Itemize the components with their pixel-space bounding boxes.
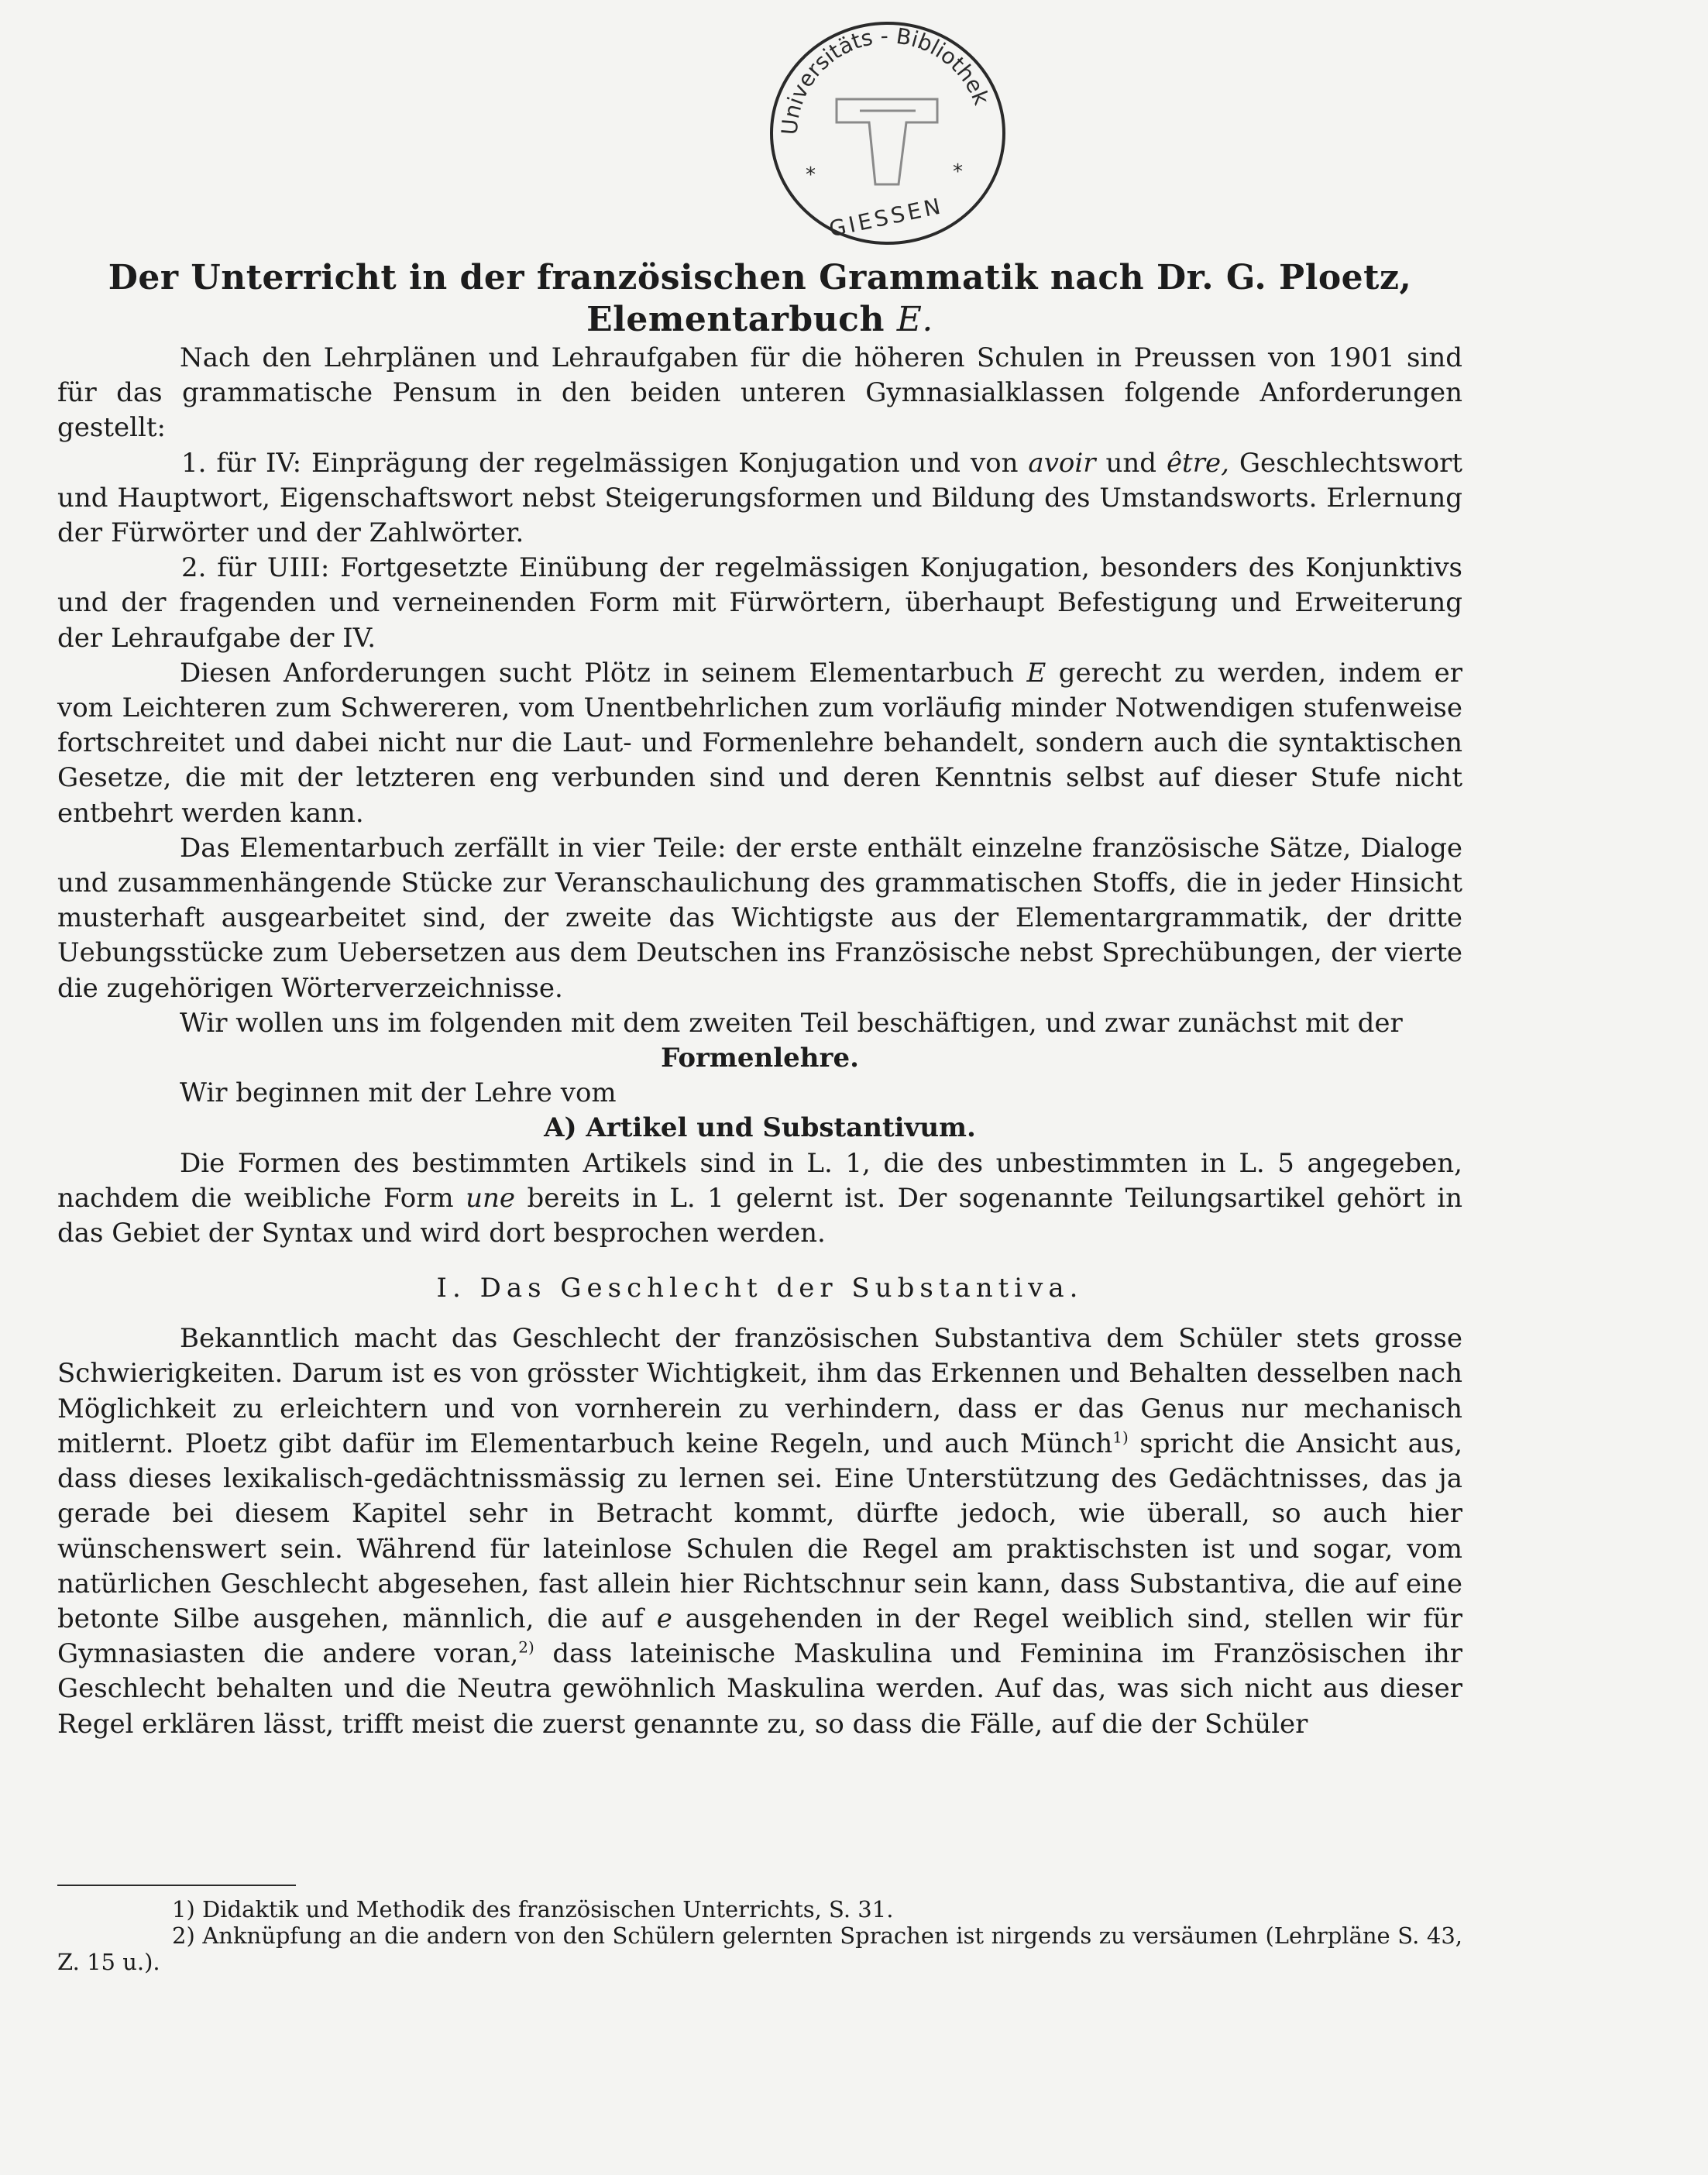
footnotes	[57, 1896, 1462, 1975]
footnote-ref-1: 1)	[1112, 1428, 1129, 1447]
main-text	[57, 257, 1462, 1742]
stamp-emblem-icon	[837, 99, 937, 184]
library-stamp-graphic	[744, 6, 1032, 248]
list-item-1: 1. für IV: Einprägung der regelmässigen Konjugation und von avoir und être, Geschlechtswort und Hauptwort, Eigenschaftswort nebst Steigerungsformen und Bildung des Umstandsworts. Erlernung der Fürwörter und der Zahlwörter.	[57, 447, 1463, 549]
paragraph-elementarbuch: Das Elementarbuch zerfällt in vier Teile: der erste enthält einzelne französische Sätze, Dialoge und zusammenhängende Stücke zur Veranschaulichung des grammatischen Stoffs, die in jeder Hinsicht musterhaft ausgearbeitet sind, der zweite das Wichtigste aus der Elementargrammatik, der dritte Uebungsstücke zum Uebersetzen aus dem Deutschen ins Französische nebst Sprechübungen, der vierte die zugehörigen Wörterverzeichnisse.	[57, 832, 1462, 1004]
footnote-ref-2: 2)	[518, 1637, 534, 1657]
list-item-2: 2. für UIII: Fortgesetzte Einübung der regelmässigen Konjugation, besonders des Konjunktivs und der fragenden und verneinenden Form mit Fürwörtern, überhaupt Befestigung und Erweiterung der Lehraufgabe der IV.	[57, 552, 1462, 654]
svg-text:*: *	[806, 163, 816, 187]
stamp-city-text: GIESSEN	[827, 192, 946, 242]
footnote-1: 1) Didaktik und Methodik des französischen Unterrichts, S. 31.	[172, 1896, 894, 1922]
page-title-line1: Der Unterricht in der französischen Grammatik nach Dr. G. Ploetz,	[108, 258, 1412, 297]
paragraph-geschlecht: Bekanntlich macht das Geschlecht der französischen Substantiva dem Schüler stets grosse Schwierigkeiten. Darum ist es von grösster Wichtigkeit, ihm das Erkennen und Behalten desselben nach Möglichkeit zu erleichtern und von vornherein zu verhindern, dass er das Genus nur mechanisch mitlernt. Ploetz gibt dafür im Elementarbuch keine Regeln, und auch Münch$^{1)}$ spricht die Ansicht aus, dass dieses lexikalisch-gedächtnissmässig zu lernen sei. Eine Unterstützung des Gedächtnisses, das ja gerade bei diesem Kapitel sehr in Betracht kommt, dürfte jedoch, wie überall, so auch hier wünschenswert sein. Während für lateinlose Schulen die Regel am praktischsten ist und sogar, vom natürlichen Geschlecht abgesehen, fast allein hier Richtschnur sein kann, dass Substantiva, die auf eine betonte Silbe ausgehen, männlich, die auf e ausgehenden in der Regel weiblich sind, stellen wir für Gymnasiasten die andere voran,$^{2)}$ dass lateinische Maskulina und Feminina im Französischen ihr Geschlecht behalten und die Neutra gewöhnlich Maskulina werden. Auf das, was sich nicht aus dieser Regel erklären lässt, trifft meist die zuerst genannte zu, so dass die Fälle, auf die der Schüler	[57, 1323, 1462, 1740]
library-stamp	[744, 6, 1032, 248]
page-title-line2	[57, 299, 1462, 341]
footnote-divider	[57, 1885, 296, 1886]
paragraph-artikel: Die Formen des bestimmten Artikels sind in L. 1, die des unbestimmten in L. 5 angegeben, nachdem die weibliche Form une bereits in L. 1 gelernt ist. Der sogenannte Teilungsartikel gehört in das Gebiet der Syntax und wird dort besprochen werden.	[57, 1147, 1462, 1249]
footnote-2: 2) Anknüpfung an die andern von den Schülern gelernten Sprachen ist nirgends zu versäumen (Lehrpläne S. 43, Z. 15 u.).	[57, 1922, 1462, 1975]
title-italic-e: E.	[896, 300, 933, 339]
svg-text:*: *	[953, 160, 963, 184]
paragraph-intro: Nach den Lehrplänen und Lehraufgaben für die höheren Schulen in Preussen von 1901 sind für das grammatische Pensum in den beiden unteren Gymnasialklassen folgende Anforderungen gestellt:	[57, 342, 1462, 444]
title-prefix: Elementarbuch	[586, 300, 885, 339]
paragraph-zweiter-teil: Wir wollen uns im folgenden mit dem zweiten Teil beschäftigen, und zwar zunächst mit der	[180, 1007, 1403, 1039]
heading-geschlecht: I. Das Geschlecht der Substantiva.	[436, 1273, 1084, 1304]
heading-formenlehre: Formenlehre.	[661, 1043, 859, 1074]
paragraph-lehre-vom: Wir beginnen mit der Lehre vom	[180, 1077, 617, 1109]
paragraph-ploetz: Diesen Anforderungen sucht Plötz in seinem Elementarbuch E gerecht zu werden, indem er vom Leichteren zum Schwereren, vom Unentbehrlichen zum vorläufig minder Notwendigen stufenweise fortschreitet und dabei nicht nur die Laut- und Formenlehre behandelt, sondern auch die syntaktischen Gesetze, die mit der letzteren eng verbunden sind und deren Kenntnis selbst auf dieser Stufe nicht entbehrt werden kann.	[57, 657, 1463, 829]
stamp-arc-text: Universitäts - Bibliothek	[776, 22, 995, 136]
heading-artikel: A) Artikel und Substantivum.	[544, 1112, 976, 1144]
